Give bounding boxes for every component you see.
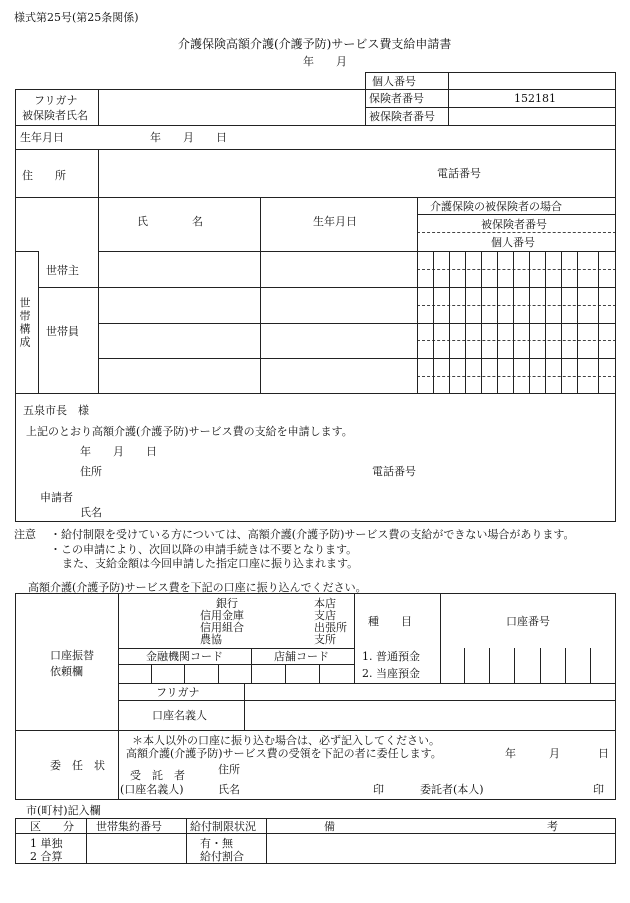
hokensha-bango-value: 152181 <box>514 92 556 105</box>
note-1: ・給付制限を受けている方については、高額介護(介護予防)サービス費の支給ができない場合があります。 <box>50 528 575 541</box>
household-col-personal-no: 個人番号 <box>491 236 535 249</box>
city-col-remarks-1: 備 <box>324 820 335 833</box>
city-col-remarks-2: 考 <box>547 820 558 833</box>
branch-type-shiten: 支店 <box>314 609 336 622</box>
delegation-line-1: ＊本人以外の口座に振り込む場合は、必ず記入してください。 <box>132 734 440 747</box>
application-statement: 上記のとおり高額介護(介護予防)サービス費の支給を申請します。 <box>26 425 353 438</box>
form-number: 様式第25号(第25条関係) <box>14 11 139 24</box>
bank-code-label: 金融機関コード <box>146 650 223 663</box>
futsu-yokin: 1. 普通預金 <box>362 650 420 663</box>
bank-side-label: 口座振替 <box>50 649 94 662</box>
delegation-year: 年 <box>505 747 516 760</box>
application-phone-label: 電話番号 <box>372 465 416 478</box>
delegator-label: 委託者(本人) <box>420 783 484 796</box>
household-col-name: 氏 名 <box>137 215 203 228</box>
birthdate-label: 生年月日 <box>20 131 64 144</box>
trustee-sub-label: (口座名義人) <box>120 783 184 796</box>
birthdate-value: 年 月 日 <box>150 131 227 144</box>
city-col-kubun: 区 分 <box>30 820 74 833</box>
city-section-title: 市(町村)記入欄 <box>26 804 101 817</box>
header-date: 年 月 <box>303 55 347 68</box>
bank-type-bank: 銀行 <box>216 597 238 610</box>
phone-label: 電話番号 <box>437 167 481 180</box>
trustee-address-label: 住所 <box>218 763 240 776</box>
applicant-label: 申請者 <box>40 491 73 504</box>
account-kind-label: 種 目 <box>368 615 412 628</box>
account-furigana-label: フリガナ <box>156 686 200 699</box>
city-limit-yes-no: 有・無 <box>200 837 233 850</box>
note-2: ・この申請により、次回以降の申請手続きは不要となります。 <box>50 543 358 556</box>
notes-label: 注意 <box>14 528 36 541</box>
address-label: 住 所 <box>22 169 66 182</box>
hihokensha-bango-label: 被保険者番号 <box>369 110 435 123</box>
delegation-day: 日 <box>598 747 609 760</box>
account-number-label: 口座番号 <box>506 615 550 628</box>
delegator-seal: 印 <box>593 783 604 796</box>
trustee-label: 受 託 者 <box>130 769 185 782</box>
application-address-label: 住所 <box>80 465 102 478</box>
delegation-month: 月 <box>549 747 560 760</box>
delegation-line-2: 高額介護(介護予防)サービス費の受領を下記の者に委任します。 <box>126 747 442 760</box>
account-holder-label: 口座名義人 <box>152 709 207 722</box>
addressee: 五泉市長 様 <box>23 404 89 417</box>
delegation-label: 委 任 状 <box>50 759 105 772</box>
household-col-birth: 生年月日 <box>313 215 357 228</box>
branch-code-label: 店舗コード <box>274 650 329 663</box>
applicant-name-label: 氏名 <box>80 506 102 519</box>
application-date: 年 月 日 <box>80 445 157 458</box>
hihokensha-name-label: 被保険者氏名 <box>22 109 88 122</box>
city-col-household-no: 世帯集約番号 <box>96 820 162 833</box>
branch-type-shucchojo: 出張所 <box>314 621 347 634</box>
bank-side-label-2: 依頼欄 <box>50 665 83 678</box>
city-opt-single: 1 単独 <box>30 837 63 850</box>
toza-yokin: 2. 当座預金 <box>362 667 420 680</box>
note-3: また、支給金額は今回申請した指定口座に振り込まれます。 <box>62 557 359 570</box>
city-opt-combined: 2 合算 <box>30 850 63 863</box>
form-title: 介護保険高額介護(介護予防)サービス費支給申請書 <box>178 37 452 51</box>
household-head-label: 世帯主 <box>46 264 79 277</box>
bank-type-shinkin: 信用金庫 <box>200 609 244 622</box>
household-col-insured-if: 介護保険の被保険者の場合 <box>430 200 562 213</box>
kojin-bango-label: 個人番号 <box>372 75 416 88</box>
household-member-label: 世帯員 <box>46 325 79 338</box>
household-col-insured-no: 被保険者番号 <box>481 218 547 231</box>
trustee-name-label: 氏名 <box>218 783 240 796</box>
branch-type-shisho: 支所 <box>314 633 336 646</box>
bank-type-nokyo: 農協 <box>200 633 222 646</box>
bank-type-kumiai: 信用組合 <box>200 621 244 634</box>
household-side-label: 世帯構成 <box>18 297 31 349</box>
trustee-seal: 印 <box>373 783 384 796</box>
bank-intro: 高額介護(介護予防)サービス費を下記の口座に振り込んでください。 <box>28 581 367 594</box>
city-benefit-ratio: 給付割合 <box>200 850 244 863</box>
hokensha-bango-label: 保険者番号 <box>369 92 424 105</box>
furigana-label: フリガナ <box>34 94 78 107</box>
branch-type-honten: 本店 <box>314 597 336 610</box>
city-col-limit: 給付制限状況 <box>190 820 256 833</box>
